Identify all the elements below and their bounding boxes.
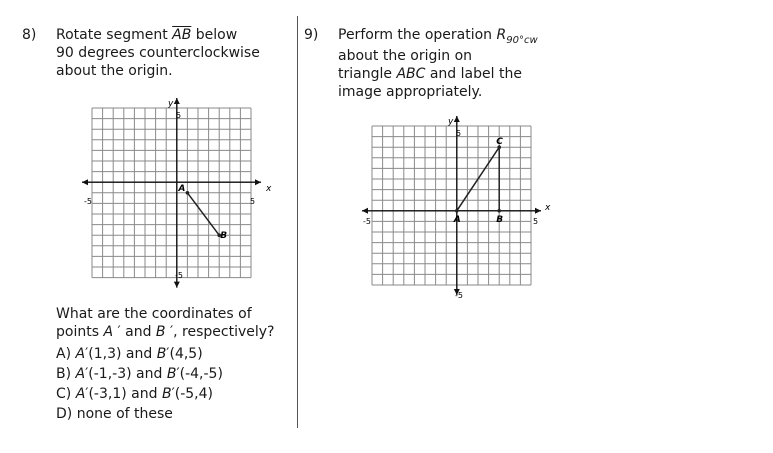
choice-point-b: B (166, 366, 177, 382)
q9-y-tick-5: 5 (456, 129, 462, 138)
q8-number: 8) (22, 27, 37, 43)
q8-prompt-text-b: below (191, 27, 238, 43)
choice-point-a: A (75, 366, 86, 382)
q9-prompt-text-a: triangle (338, 66, 397, 82)
q9-y-tick-neg5: -5 (455, 291, 463, 300)
q8-choice-a[interactable] (56, 346, 203, 362)
q9-rotation-symbol: R (496, 27, 507, 43)
q8-prompt-line3: about the origin. (56, 63, 173, 79)
q9-prompt-line4: image appropriately. (338, 84, 483, 100)
choice-text: ′(-4,-5) (176, 366, 223, 382)
q8-segment-name: $\overline{AB}$ (172, 27, 192, 43)
q8-question-text-a: points (56, 324, 104, 340)
choice-text: ′(1,3) and (85, 346, 157, 362)
q8-x-arrow-left (82, 179, 88, 185)
q8-y-axis-label: y (168, 99, 174, 109)
q9-x-tick-neg5: -5 (363, 217, 371, 226)
q8-question-line1: What are the coordinates of (56, 306, 252, 322)
q9-rotation-subscript: 90°cw (506, 35, 538, 46)
q8-choice-b[interactable] (56, 366, 223, 382)
q8-y-arrow-up (174, 98, 180, 104)
q8-x-axis-label: x (266, 184, 272, 194)
choice-letter: A) (56, 346, 72, 362)
choice-letter: B) (56, 366, 72, 382)
q8-choice-c[interactable] (56, 386, 213, 402)
choice-text: ′(-1,-3) and (85, 366, 167, 382)
q9-point-b (497, 209, 501, 213)
q8-point-a (186, 191, 190, 195)
q9-number: 9) (304, 27, 319, 43)
q9-triangle-name: ABC (396, 66, 426, 82)
q8-y-arrow-down (174, 282, 180, 288)
q8-question-text-c: ′, respectively? (165, 324, 275, 340)
choice-point-a: A (75, 386, 86, 402)
q9-point-a-label: A (453, 214, 461, 225)
q9-x-tick-5: 5 (533, 217, 539, 226)
q9-prompt-line1 (338, 27, 538, 49)
q8-question-point-b: B (155, 324, 166, 340)
q9-x-arrow-right (535, 208, 541, 214)
q8-point-a-label: A (178, 183, 186, 194)
q8-prompt-line1 (56, 27, 237, 43)
q9-prompt-line2: about the origin on (338, 48, 473, 64)
choice-point-b: B (161, 386, 172, 402)
q9-y-arrow-up (454, 116, 460, 122)
q8-choice-d[interactable] (56, 406, 173, 422)
q8-y-tick-5: 5 (176, 111, 182, 120)
q9-point-a (455, 209, 459, 213)
q9-coordinate-graph (355, 112, 565, 302)
q8-coordinate-graph (76, 94, 286, 294)
q8-point-b-label: B (220, 231, 228, 242)
q9-prompt-text: Perform the operation (338, 27, 497, 43)
choice-text: none of these (76, 406, 173, 422)
q8-x-arrow-right (255, 179, 261, 185)
q8-prompt-line2: 90 degrees counterclockwise (56, 45, 260, 61)
q9-prompt-text-b: and label the (425, 66, 522, 82)
choice-text: ′(4,5) (166, 346, 203, 362)
q8-x-tick-5: 5 (250, 197, 256, 206)
choice-point-b: B (156, 346, 167, 362)
q8-grid (82, 98, 261, 288)
q9-y-axis-label: y (448, 117, 454, 127)
q8-question-point-a: A (103, 324, 114, 340)
q9-prompt-line3 (338, 66, 522, 82)
q8-x-tick-neg5: -5 (84, 197, 92, 206)
column-divider (297, 16, 298, 428)
q9-point-b-label: B (496, 214, 504, 225)
choice-letter: C) (56, 386, 72, 402)
q9-grid (362, 116, 541, 295)
q8-question-text-b: ′ and (113, 324, 156, 340)
choice-text: ′(-5,4) (171, 386, 213, 402)
q9-x-axis-label: x (545, 203, 551, 213)
q8-prompt-text-a: Rotate segment (56, 27, 173, 43)
q9-point-c-label: C (496, 137, 503, 148)
choice-letter: D) (56, 406, 73, 422)
choice-point-a: A (75, 346, 86, 362)
q8-y-tick-neg5: -5 (175, 271, 183, 280)
q9-x-arrow-left (362, 208, 368, 214)
q8-question-line2 (56, 324, 274, 340)
choice-text: ′(-3,1) and (85, 386, 162, 402)
